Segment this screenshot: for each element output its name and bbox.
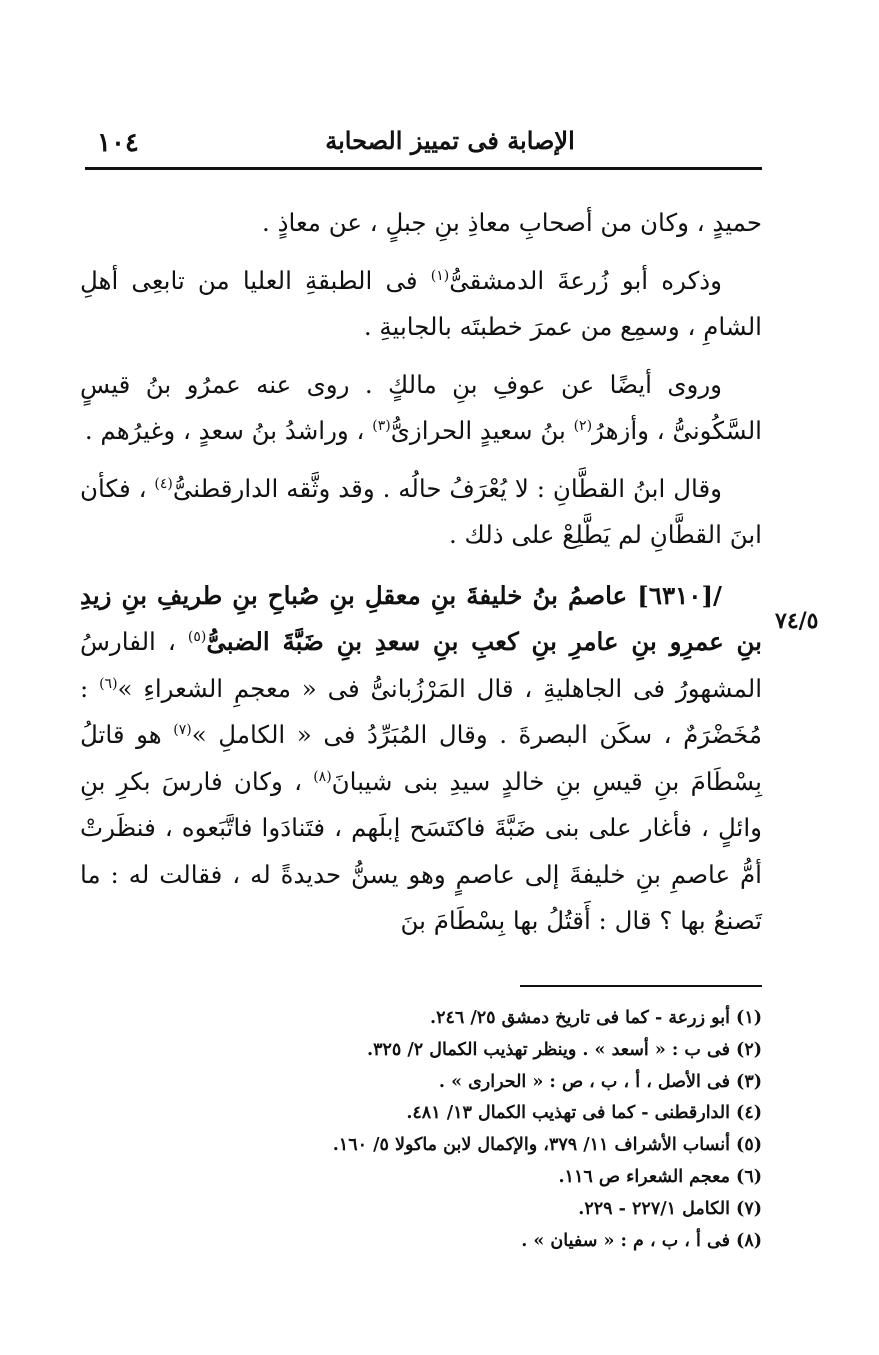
- paragraph-2: [80, 258, 762, 351]
- footnote-ref-7[interactable]: (٧): [173, 721, 192, 738]
- footnote-3: (٣) فى الأصل ، أ ، ب ، ص : « الحرارى » .: [438, 1071, 762, 1092]
- header-rule: [85, 167, 762, 170]
- paragraph-3-text-c: ، وراشدُ بنُ سعدٍ ، وغيرُهم .: [84, 416, 373, 445]
- paragraph-2-text-b: فى الطبقةِ العليا من تابعِى أهلِ الشامِ ، وسمِع من عمرَ خطبتَه بالجابيةِ .: [80, 265, 762, 341]
- footnote-ref-8[interactable]: (٨): [313, 768, 332, 785]
- footnote-6: (٦) معجم الشعراء ص ١١٦.: [558, 1166, 762, 1187]
- footnote-ref-2[interactable]: (٢): [573, 417, 593, 434]
- footnote-ref-1[interactable]: (١): [430, 267, 450, 284]
- footnote-1: (١) أبو زرعة - كما فى تاريخ دمشق ٢٥/ ٢٤٦.: [430, 1008, 762, 1028]
- running-title: الإصابة فى تمييز الصحابة: [325, 126, 575, 155]
- footnote-ref-5[interactable]: (٥): [187, 628, 207, 645]
- paragraph-2-text-a: وذكره أبو زُرعةَ الدمشقىُّ: [449, 265, 723, 295]
- paragraph-1-text: حميدٍ ، وكان من أصحابِ معاذِ بنِ جبلٍ ، عن معاذٍ .: [262, 208, 762, 237]
- entry-text-d: هو قاتلُ بِسْطَامَ بنِ قيسِ بنِ خالدٍ سيدِ بنى شيبانَ: [80, 720, 762, 796]
- paragraph-3-text-b: بنُ سعيدٍ الحرازىُّ: [390, 416, 574, 445]
- paragraph-3: [80, 362, 762, 455]
- footnote-ref-3[interactable]: (٣): [372, 417, 391, 434]
- margin-reference: ٧٤/٥: [775, 608, 819, 634]
- entry-heading: /[٦٣١٠] عاصمُ بنُ خليفةَ بنِ معقلِ بنِ صُباحِ بنِ طريفِ بنِ زيدِ بنِ عمرِو بنِ عامرِ بنِ كعبِ بنِ سعدِ بنِ ضَبَّةَ الضبىُّ: [80, 580, 762, 656]
- footnote-7: (٧) الكامل ٢٢٧/١ - ٢٢٩.: [578, 1198, 762, 1219]
- entry-text-c: : مُخَضْرَمٌ ، سكَن البصرةَ . وقال المُبَرِّدُ فى « الكاملِ »: [80, 673, 762, 749]
- main-text: [80, 200, 762, 945]
- paragraph-1: [80, 200, 762, 247]
- paragraph-4-text-b: ، فكأن ابنَ القطَّانِ لم يَطَّلِعْ على ذلك .: [80, 473, 762, 549]
- page-number: ١٠٤: [97, 128, 139, 158]
- footnote-4: (٤) الدارقطنى - كما فى تهذيب الكمال ١٣/ ٤٨١.: [406, 1103, 762, 1124]
- footnote-ref-4[interactable]: (٤): [154, 475, 173, 492]
- footnote-5: (٥) أنساب الأشراف ١١/ ٣٧٩، والإكمال لابن ماكولا ٥/ ١٦٠.: [332, 1135, 762, 1156]
- paragraph-3-text-a: وروى أيضًا عن عوفِ بنِ مالكٍ . روى عنه عمرُو بنُ قيسٍ السَّكُونىُّ ، وأزهرُ: [80, 369, 762, 445]
- footnote-ref-6[interactable]: (٦): [99, 675, 118, 692]
- entry-text-b: ، الفارسُ المشهورُ فى الجاهليةِ ، قال المَرْزُبانىُّ فى « معجمِ الشعراءِ »: [80, 627, 762, 703]
- entry-6310: [80, 573, 762, 945]
- entry-text-e: ، وكان فارسَ بكرِ بنِ وائلٍ ، فأغار على بنى ضَبَّةَ فاكتَسَح إبلَهم ، فتَنادَوا فاتَّبَعوه ، فنظَرتْ أمُّ عاصمِ بنِ خليفةَ إلى عاصمٍ وهو يسنُّ حديدةً له ، فقالت له : ما تَصنعُ بها ؟ قال : أَقتُلُ بها بِسْطَامَ بنَ: [80, 766, 762, 935]
- paragraph-4-text-a: وقال ابنُ القطَّانِ : لا يُعْرَفُ حالُه . وقد وثَّقه الدارقطنىُّ: [172, 473, 722, 503]
- footnote-8: (٨) فى أ ، ب ، م : « سفيان » .: [521, 1230, 762, 1251]
- footnotes-list: [80, 1003, 762, 1257]
- footnote-2: (٢) فى ب : « أسعد » . وينظر تهذيب الكمال ٢/ ٣٢٥.: [367, 1039, 762, 1060]
- footnote-rule: [520, 985, 762, 987]
- paragraph-4: [80, 466, 762, 559]
